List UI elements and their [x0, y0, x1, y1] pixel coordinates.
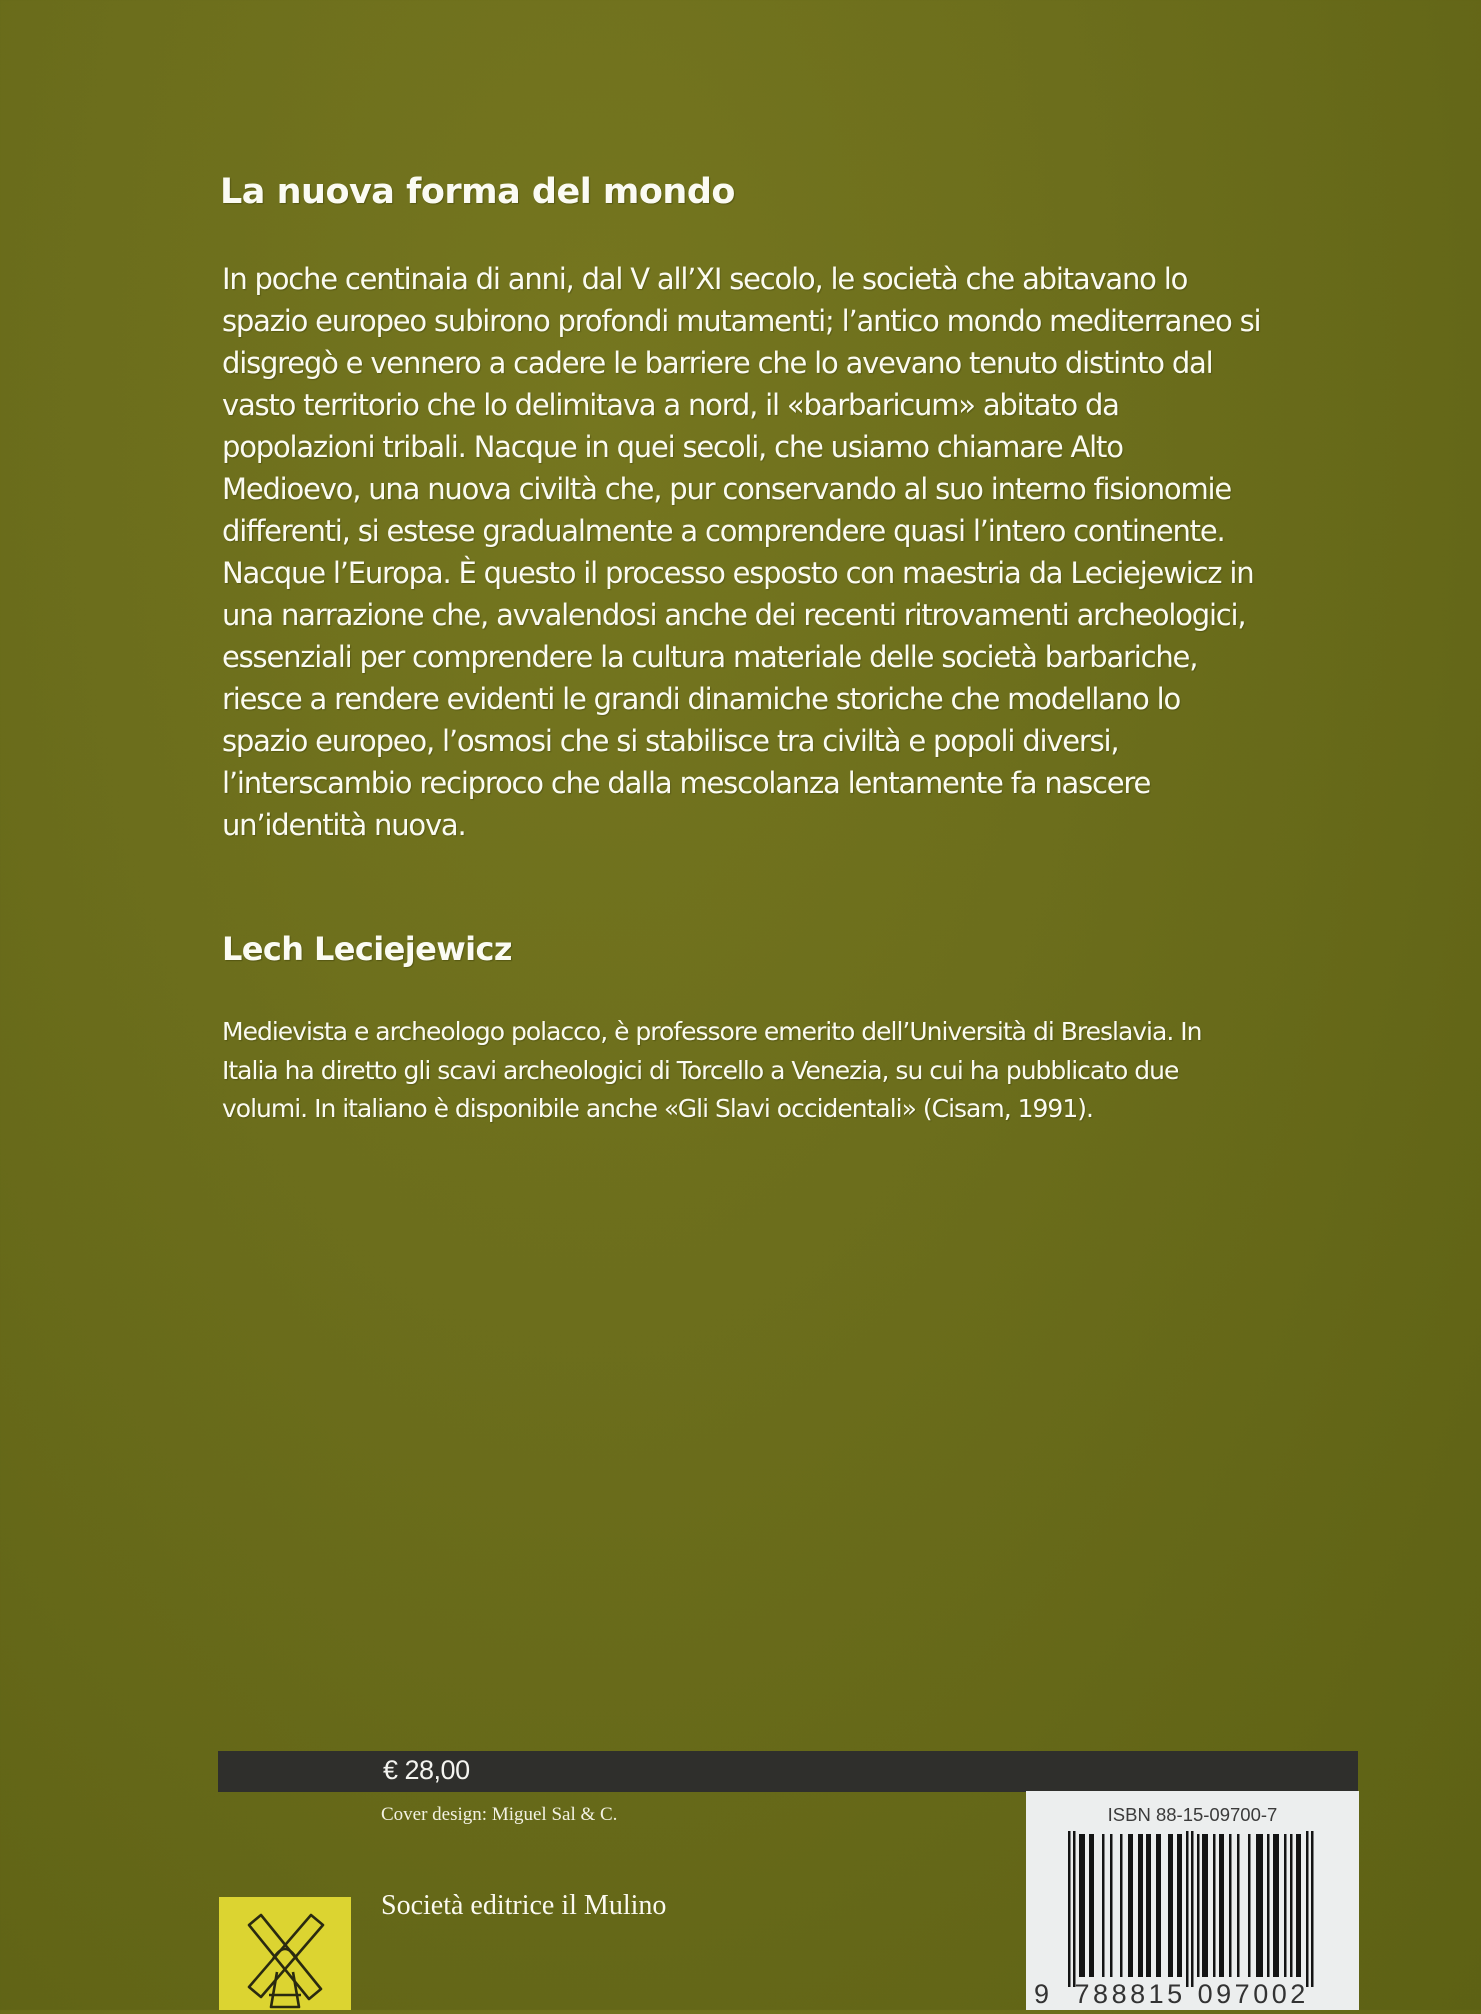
book-title: La nuova forma del mondo [220, 172, 735, 212]
description-line: un’identità nuova. [222, 808, 466, 842]
description-line: essenziali per comprendere la cultura materiale delle società barbariche, [222, 640, 1198, 674]
barcode-left-group: 788815 [1074, 1979, 1186, 2009]
description-line: una narrazione che, avvalendosi anche dei recenti ritrovamenti archeologici, [222, 598, 1246, 632]
description-line: riesce a rendere evidenti le grandi dinamiche storiche che modellano lo [222, 682, 1180, 716]
description-line: vasto territorio che lo delimitava a nord, il «barbaricum» abitato da [222, 388, 1119, 422]
bio-line: volumi. In italiano è disponibile anche «Gli Slavi occidentali» (Cisam, 1991). [222, 1094, 1093, 1123]
publisher-logo [219, 1897, 351, 2010]
isbn-label: ISBN 88-15-09700-7 [1107, 1804, 1278, 1825]
description-line: In poche centinaia di anni, dal V all’XI secolo, le società che abitavano lo [222, 262, 1188, 296]
price-label: € 28,00 [383, 1755, 470, 1785]
barcode-icon [1068, 1831, 1318, 1987]
description-line: spazio europeo, l’osmosi che si stabilisce tra civiltà e popoli diversi, [222, 724, 1119, 758]
barcode-first-digit: 9 [1034, 1979, 1053, 2009]
windmill-icon [219, 1897, 351, 2010]
barcode-right-group: 097002 [1197, 1979, 1309, 2009]
description-line: Nacque l’Europa. È questo il processo esposto con maestria da Leciejewicz in [222, 556, 1254, 590]
barcode-digits [1034, 1979, 1354, 2010]
bio-line: Medievista e archeologo polacco, è professore emerito dell’Università di Breslavia. In [222, 1017, 1202, 1046]
publisher-name: Società editrice il Mulino [381, 1890, 667, 1921]
description-line: l’interscambio reciproco che dalla mescolanza lentamente fa nascere [222, 766, 1151, 800]
author-bio [222, 1013, 1362, 1129]
description-line: spazio europeo subirono profondi mutamenti; l’antico mondo mediterraneo si [222, 304, 1261, 338]
price-bar [218, 1751, 1358, 1792]
description-line: Medioevo, una nuova civiltà che, pur conservando al suo interno fisionomie [222, 472, 1231, 506]
description-line: popolazioni tribali. Nacque in quei secoli, che usiamo chiamare Alto [222, 430, 1123, 464]
description-line: differenti, si estese gradualmente a comprendere quasi l’intero continente. [222, 514, 1225, 548]
cover-design-credit: Cover design: Miguel Sal & C. [381, 1804, 618, 1825]
author-heading: Lech Leciejewicz [222, 930, 512, 968]
book-description [222, 258, 1362, 846]
bio-line: Italia ha diretto gli scavi archeologici di Torcello a Venezia, su cui ha pubblicato due [222, 1055, 1179, 1085]
description-line: disgregò e vennero a cadere le barriere che lo avevano tenuto distinto dal [222, 346, 1213, 380]
isbn-barcode-box [1026, 1791, 1359, 2010]
